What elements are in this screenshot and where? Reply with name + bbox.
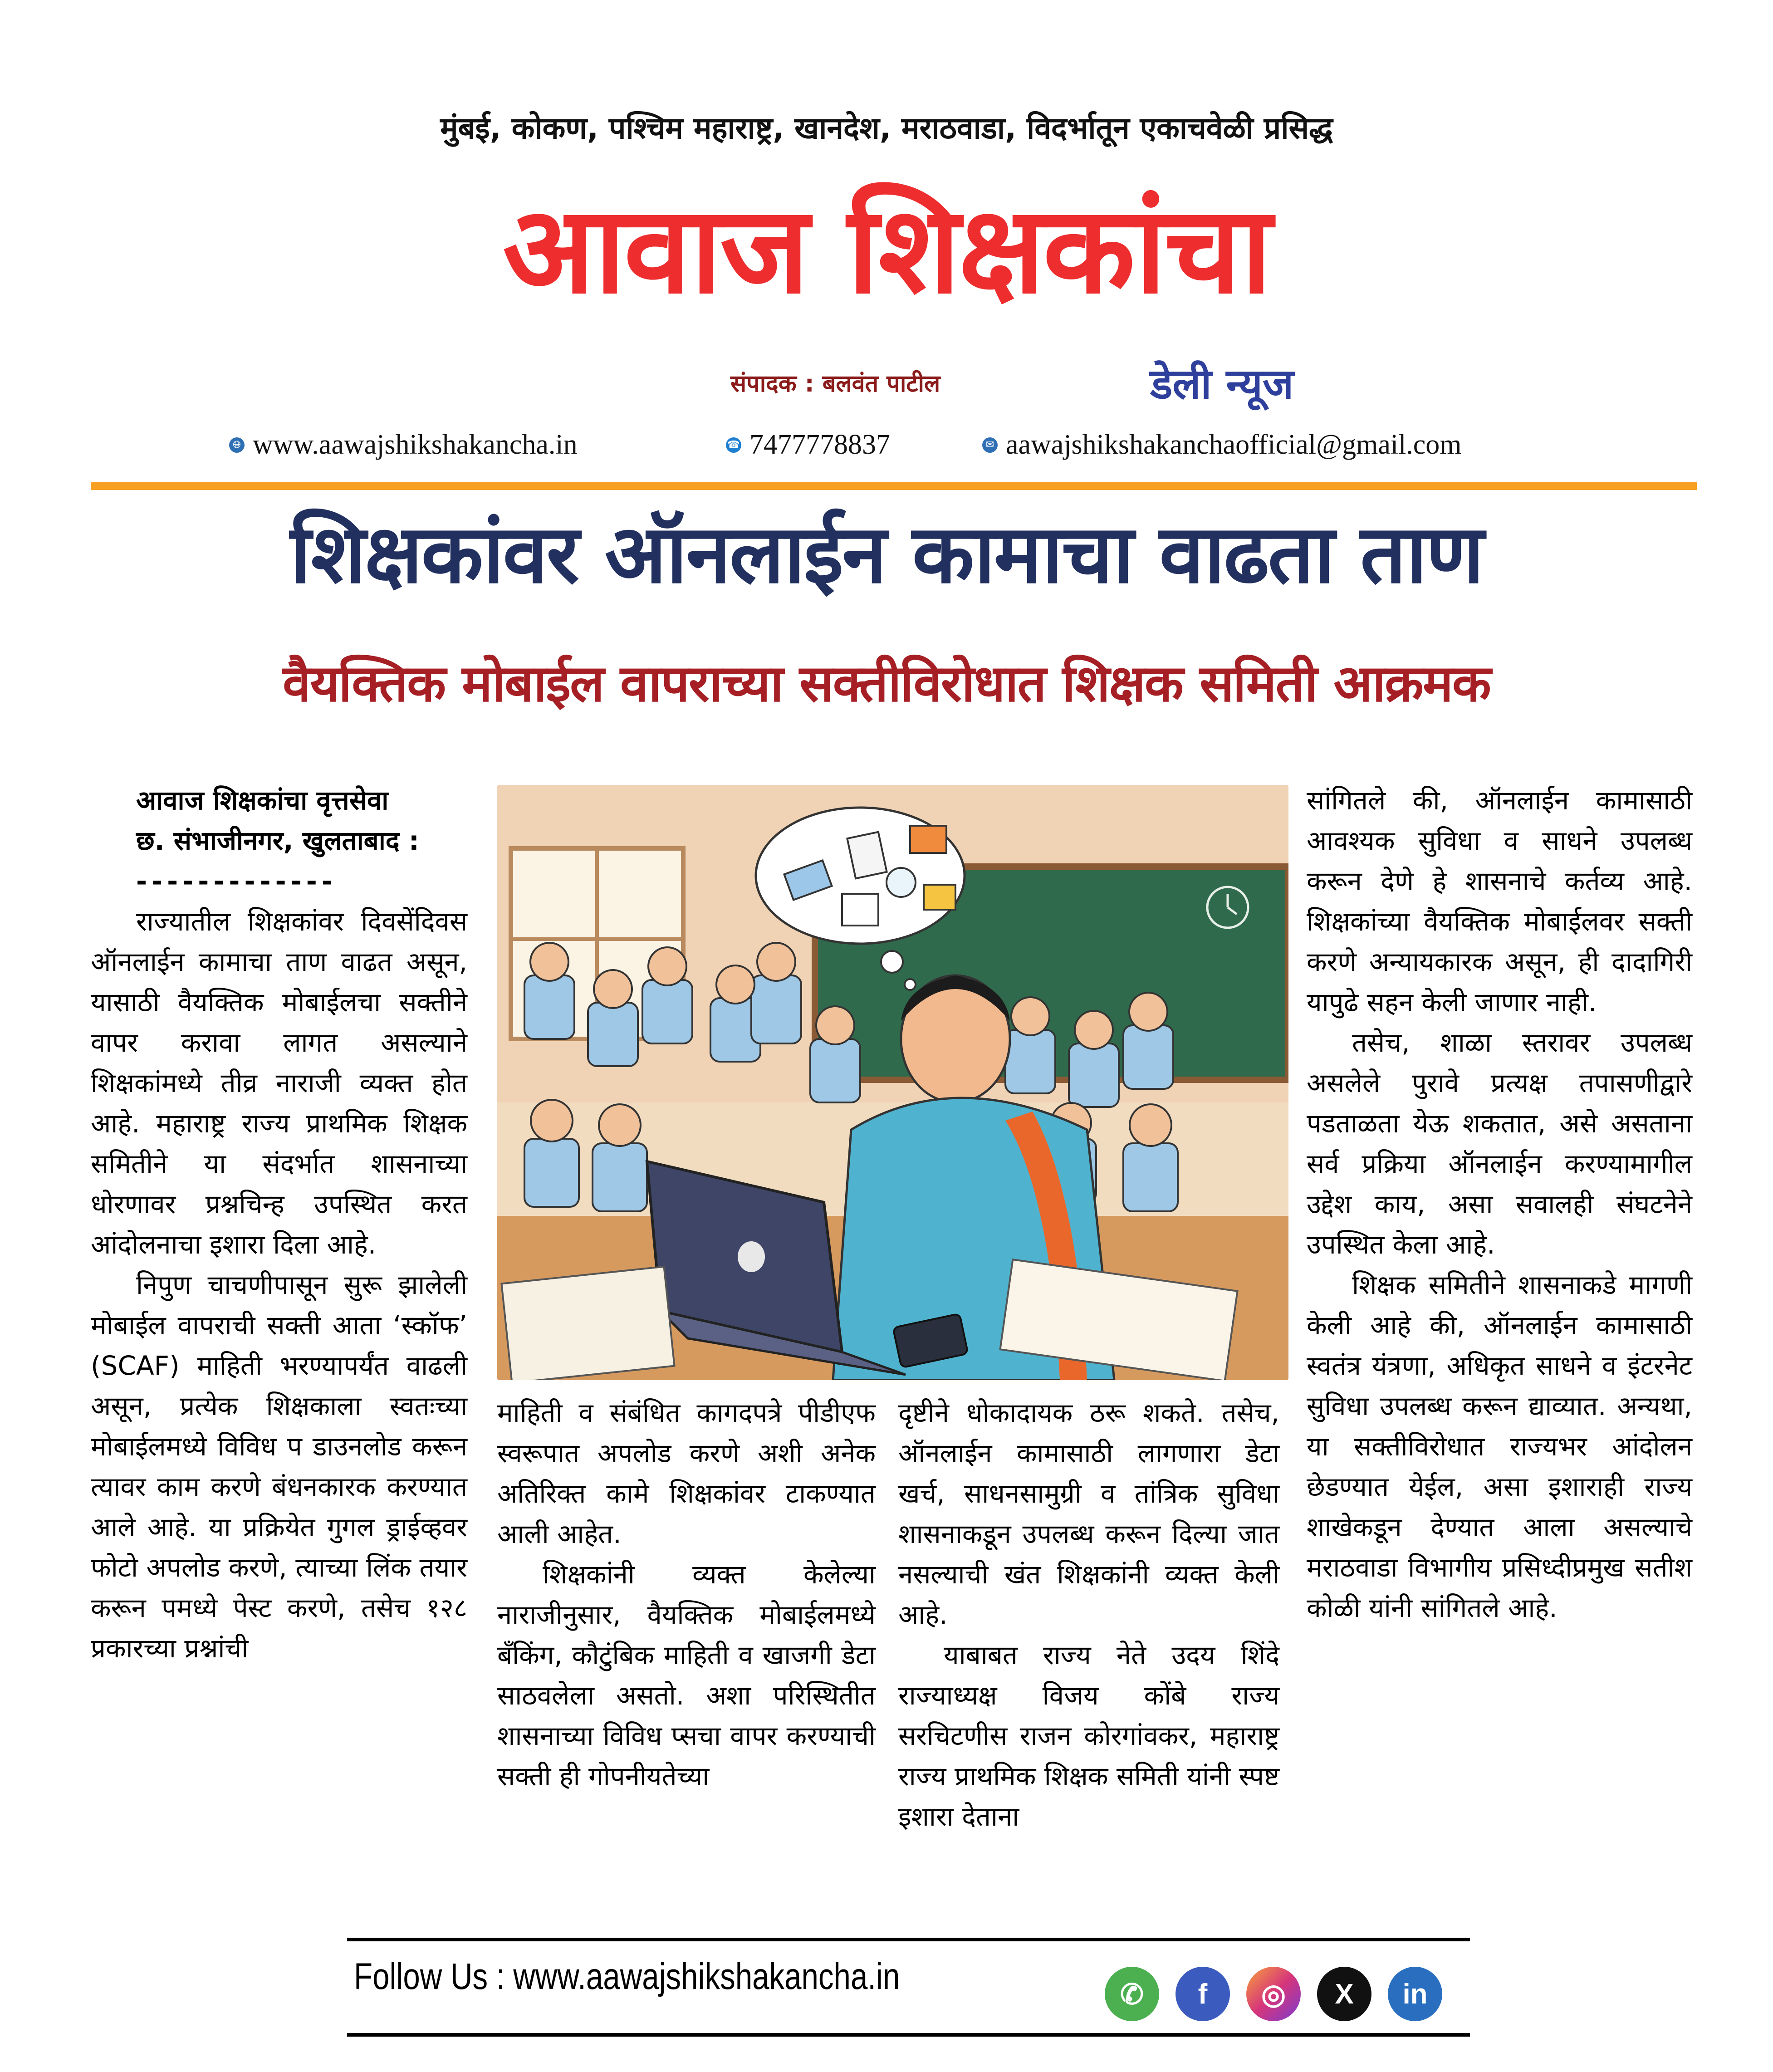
article-column-3 xyxy=(898,1393,1279,1837)
website-link[interactable]: www.aawajshikshakancha.in xyxy=(253,429,578,460)
byline-source: आवाज शिक्षकांचा वृत्तसेवा xyxy=(136,785,389,816)
social-icons xyxy=(1105,1967,1442,2021)
phone-icon: ☎︎ xyxy=(726,437,741,453)
paragraph: शिक्षकांनी व्यक्त केलेल्या नाराजीनुसार, वैयक्तिक मोबाईलमध्ये बँकिंग, कौटुंबिक माहिती व खाजगी डेटा साठवलेला असतो. अशा परिस्थितीत शासनाच्या विविध प्सचा वापर करण्याची सक्ती ही गोपनीयतेच्या xyxy=(497,1559,876,1792)
newspaper-title: आवाज शिक्षकांचा xyxy=(503,181,1270,320)
article-headline: शिक्षकांवर ऑनलाईन कामाचा वाढता ताण xyxy=(290,507,1483,601)
phone-contact[interactable] xyxy=(726,429,890,461)
paragraph: सांगितले की, ऑनलाईन कामासाठी आवश्यक सुविधा व साधने उपलब्ध करून देणे हे शासनाचे कर्तव्य आहे. शिक्षकांच्या वैयक्तिक मोबाईलवर सक्ती करणे अन्यायकारक असून, ही दादागिरी यापुढे सहन केली जाणार नाही. xyxy=(1307,785,1692,1018)
globe-icon: 🌐︎ xyxy=(229,437,245,453)
masthead-divider xyxy=(91,482,1697,490)
website-contact[interactable] xyxy=(229,429,578,461)
article-column-2 xyxy=(497,1393,876,1797)
editor-credit: संपादक : बलवंत पाटील xyxy=(730,370,940,397)
x-icon[interactable]: X xyxy=(1317,1967,1371,2021)
byline-separator: ------------- xyxy=(136,866,337,896)
paragraph: तसेच, शाळा स्तरावर उपलब्ध असलेले पुरावे प्रत्यक्ष तपासणीद्वारे पडताळता येऊ शकतात, असे असताना सर्व प्रक्रिया ऑनलाईन करण्यामागील उद्देश काय, असा सवालही संघटनेने उपस्थित केला आहे. xyxy=(1307,1027,1692,1260)
article-subheadline: वैयक्तिक मोबाईल वापराच्या सक्तीविरोधात शिक्षक समिती आक्रमक xyxy=(283,654,1490,713)
linkedin-icon[interactable]: in xyxy=(1388,1967,1442,2021)
paragraph: दृष्टीने धोकादायक ठरू शकते. तसेच, ऑनलाईन कामासाठी लागणारा डेटा खर्च, साधनसामुग्री व तांत्रिक सुविधा शासनाकडून उपलब्ध करून दिल्या जात नसल्याची खंत शिक्षकांनी व्यक्त केली आहे. xyxy=(898,1397,1279,1630)
article-column-4 xyxy=(1307,780,1692,1628)
byline-place: छ. संभाजीनगर, खुलताबाद : xyxy=(136,825,419,856)
phone-number[interactable]: 7477778837 xyxy=(749,429,890,460)
paragraph: राज्यातील शिक्षकांवर दिवसेंदिवस ऑनलाईन कामाचा ताण वाढत असून, यासाठी वैयक्तिक मोबाईलचा सक्तीने वापर करावा लागत असल्याने शिक्षकांमध्ये तीव्र नाराजी व्यक्त होत आहे. महाराष्ट्र राज्य प्राथमिक शिक्षक समितीने या संदर्भात शासनाच्या धोरणावर प्रश्नचिन्ह उपस्थित करत आंदोलनाचा इशारा दिला आहे. xyxy=(91,906,467,1260)
article-illustration xyxy=(497,785,1288,1380)
mail-icon: ✉︎ xyxy=(982,437,998,453)
paragraph: याबाबत राज्य नेते उदय शिंदे राज्याध्यक्ष विजय कोंबे राज्य सरचिटणीस राजन कोरगांवकर, महाराष्ट्र राज्य प्राथमिक शिक्षक समिती यांनी स्पष्ट इशारा देताना xyxy=(898,1640,1279,1832)
classroom-illustration xyxy=(497,785,1288,1380)
instagram-icon[interactable]: ◎ xyxy=(1246,1967,1301,2021)
whatsapp-icon[interactable]: ✆ xyxy=(1105,1967,1159,2021)
facebook-icon[interactable]: f xyxy=(1175,1967,1230,2021)
masthead-tagline: मुंबई, कोकण, पश्चिम महाराष्ट्र, खानदेश, मराठवाडा, विदर्भातून एकाचवेळी प्रसिद्ध xyxy=(440,111,1333,146)
paragraph: शिक्षक समितीने शासनाकडे मागणी केली आहे की, ऑनलाईन कामासाठी स्वतंत्र यंत्रणा, अधिकृत साधने व इंटरनेट सुविधा उपलब्ध करून द्याव्यात. अन्यथा, या सक्तीविरोधात राज्यभर आंदोलन छेडण्यात येईल, असा इशाराही राज्य शाखेकडून देण्यात आला असल्याचे मराठवाडा विभागीय प्रसिध्दीप्रमुख सतीश कोळी यांनी सांगितले आहे. xyxy=(1307,1269,1692,1623)
contact-row xyxy=(0,429,1773,465)
follow-us-link[interactable]: Follow Us : www.aawajshikshakancha.in xyxy=(354,1956,900,1997)
email-contact[interactable] xyxy=(982,429,1462,461)
edition-label: डेली न्यूज xyxy=(1150,360,1294,408)
footer-bottom-rule xyxy=(347,2033,1470,2037)
paragraph: माहिती व संबंधित कागदपत्रे पीडीएफ स्वरूपात अपलोड करणे अशी अनेक अतिरिक्त कामे शिक्षकांवर टाकण्यात आली आहेत. xyxy=(497,1397,876,1549)
email-link[interactable]: aawajshikshakanchaofficial@gmail.com xyxy=(1006,429,1462,460)
paragraph: निपुण चाचणीपासून सुरू झालेली मोबाईल वापराची सक्ती आता ‘स्कॉफ’ (SCAF) माहिती भरण्यापर्यंत वाढली असून, प्रत्येक शिक्षकाला स्वतःच्या मोबाईलमध्ये विविध प डाउनलोड करून त्यावर काम करणे बंधनकारक करण्यात आले आहे. या प्रक्रियेत गुगल ड्राईव्हवर फोटो अपलोड करणे, त्याच्या लिंक तयार करून पमध्ये पेस्ट करणे, तसेच १२८ प्रकारच्या प्रश्नांची xyxy=(91,1269,467,1664)
footer-top-rule xyxy=(347,1938,1470,1941)
article-column-1 xyxy=(91,780,467,1669)
